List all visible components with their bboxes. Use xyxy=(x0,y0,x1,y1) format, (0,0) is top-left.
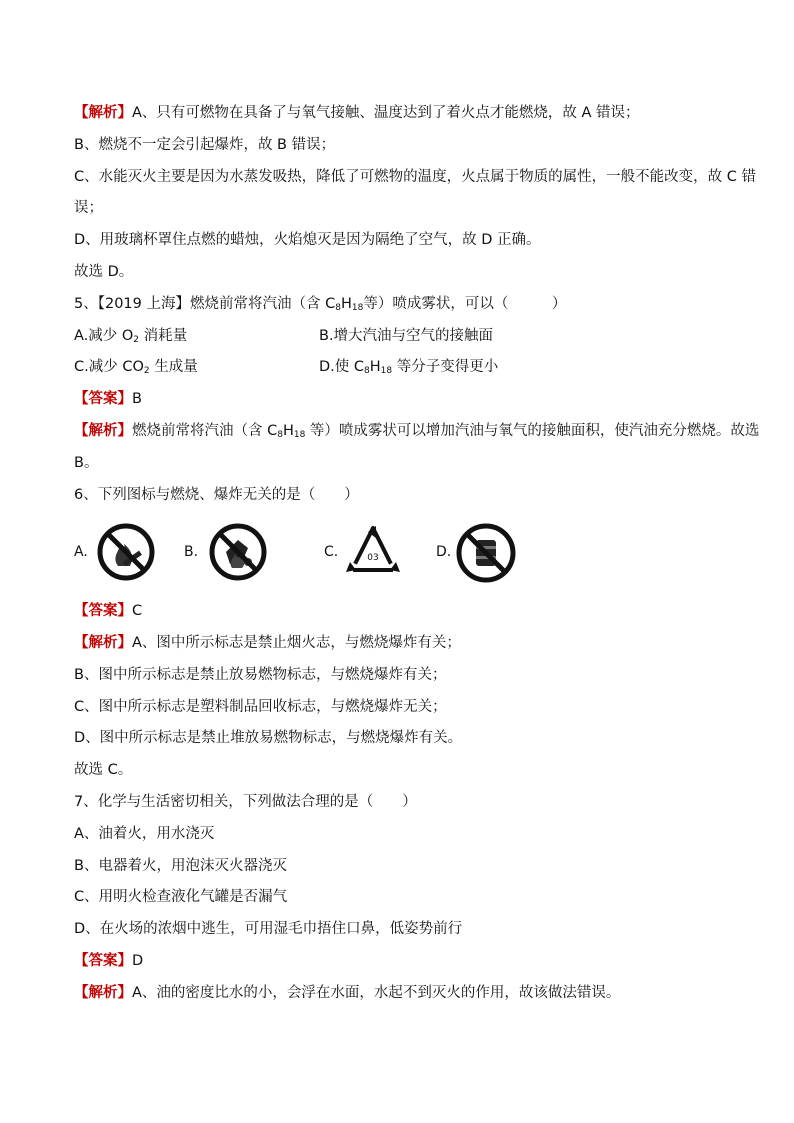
q6-stem: 6、下列图标与燃烧、爆炸无关的是（ ） xyxy=(74,487,359,503)
q6-option-b: B. xyxy=(184,522,294,584)
q7-stem: 7、化学与生活密切相关，下列做法合理的是（ ） xyxy=(74,794,417,810)
q6-option-c: C. 03 xyxy=(324,522,434,584)
q6-option-a: A. xyxy=(74,522,184,584)
q4-analysis-b: B、燃烧不一定会引起爆炸，故 B 错误； xyxy=(74,137,336,153)
no-flammables-sign-icon xyxy=(208,522,268,582)
recycle-sign-icon xyxy=(342,522,404,582)
q4-conclusion: 故选 D。 xyxy=(74,264,134,280)
no-fire-sign-icon xyxy=(96,522,156,582)
q7-option-a: A、油着火，用水浇灭 xyxy=(74,826,215,842)
q4-analysis-d: D、用玻璃杯罩住点燃的蜡烛，火焰熄灭是因为隔绝了空气，故 D 正确。 xyxy=(74,232,541,248)
q6-analysis-a: 【解析】A、图中所示标志是禁止烟火志，与燃烧爆炸有关； xyxy=(74,635,461,651)
q5-options-row1 xyxy=(74,326,728,346)
q4-analysis-c2: 误； xyxy=(74,200,103,216)
q5-option-b: B.增大汽油与空气的接触面 xyxy=(319,328,494,344)
q5-answer: 【答案】B xyxy=(74,391,142,407)
analysis-tag: 【解析】 xyxy=(74,105,132,121)
no-stacking-sign-icon xyxy=(454,522,518,584)
q6-sign-options xyxy=(74,522,574,584)
q7-answer: 【答案】D xyxy=(74,953,144,969)
q6-analysis-d: D、图中所示标志是禁止堆放易燃物标志，与燃烧爆炸有关。 xyxy=(74,730,463,746)
q5-options-row2 xyxy=(74,357,728,377)
recycle-code: 03 xyxy=(367,553,379,563)
q5-option-c: C.减少 $CO_2$ 生成量 xyxy=(74,359,198,376)
q6-analysis-b: B、图中所示标志是禁止放易燃物标志，与燃烧爆炸有关； xyxy=(74,667,447,683)
q6-answer: 【答案】C xyxy=(74,603,143,619)
q5-stem: 5、【2019 上海】燃烧前常将汽油（含 $C_8H_{18}$等）喷成雾状，可以（ ） xyxy=(74,296,567,313)
q6-conclusion: 故选 C。 xyxy=(74,762,133,778)
q5-option-a: A.减少 $O_2$ 消耗量 xyxy=(74,328,188,345)
q6-option-d: D. xyxy=(436,522,546,584)
q7-option-d: D、在火场的浓烟中逃生，可用湿毛巾捂住口鼻，低姿势前行 xyxy=(74,921,463,937)
q5-analysis: 【解析】燃烧前常将汽油（含 $C_8H_{18}$ 等）喷成雾状可以增加汽油与氧气的接触面积，使汽油充分燃烧。故选 xyxy=(74,423,760,440)
q7-analysis-a: 【解析】A、油的密度比水的小，会浮在水面，水起不到灭火的作用，故该做法错误。 xyxy=(74,985,621,1001)
q4-analysis-c1: C、水能灭火主要是因为水蒸发吸热，降低了可燃物的温度，火点属于物质的属性，一般不能改变，故 C 错 xyxy=(74,169,756,185)
q7-option-b: B、电器着火，用泡沫灭火器浇灭 xyxy=(74,858,287,874)
q5-option-d: D.使 $C_8H_{18}$ 等分子变得更小 xyxy=(319,359,499,376)
q6-analysis-c: C、图中所示标志是塑料制品回收标志，与燃烧爆炸无关； xyxy=(74,699,447,715)
q5-analysis-cont: B。 xyxy=(74,455,99,471)
q4-analysis-a: 【解析】A、只有可燃物在具备了与氧气接触、温度达到了着火点才能燃烧，故 A 错误； xyxy=(74,105,640,121)
q7-option-c: C、用明火检查液化气罐是否漏气 xyxy=(74,889,288,905)
